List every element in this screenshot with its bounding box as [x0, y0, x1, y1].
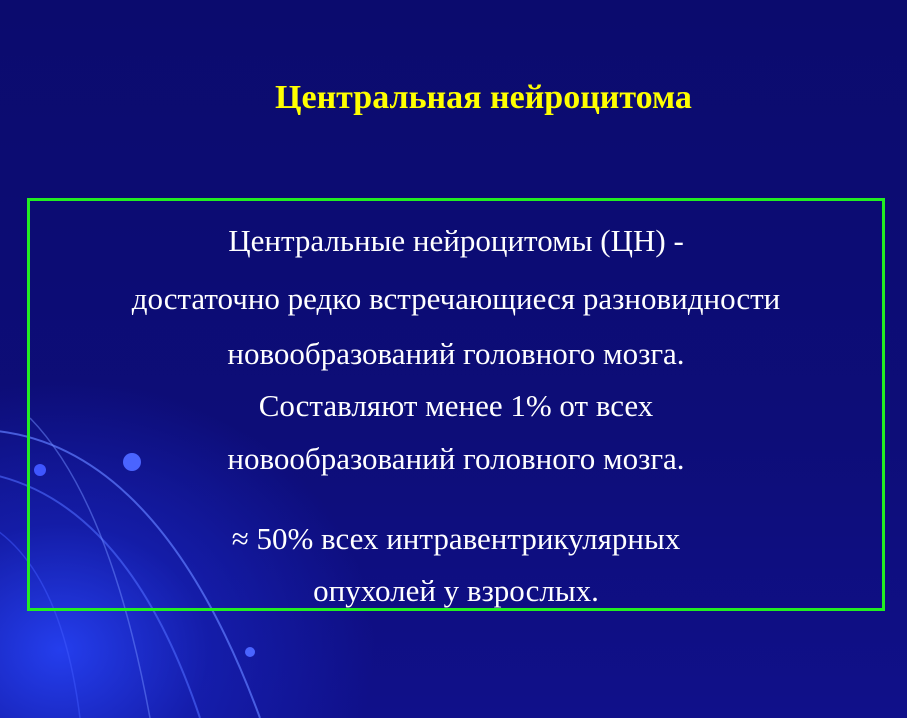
note-line: ≈ 50% всех интравентрикулярных — [231, 521, 681, 556]
slide-title: Центральная нейроцитома — [275, 79, 692, 116]
note-line: опухолей у взрослых. — [313, 573, 599, 608]
body-line: новообразований головного мозга. — [227, 441, 685, 476]
content-box — [27, 198, 885, 611]
body-line: новообразований головного мозга. — [227, 336, 685, 371]
body-line: достаточно редко встречающиеся разновидности — [131, 281, 781, 316]
decorative-dot — [245, 647, 255, 657]
body-line: Составляют менее 1% от всех — [258, 388, 654, 423]
body-line: Центральные нейроцитомы (ЦН) - — [228, 223, 684, 258]
